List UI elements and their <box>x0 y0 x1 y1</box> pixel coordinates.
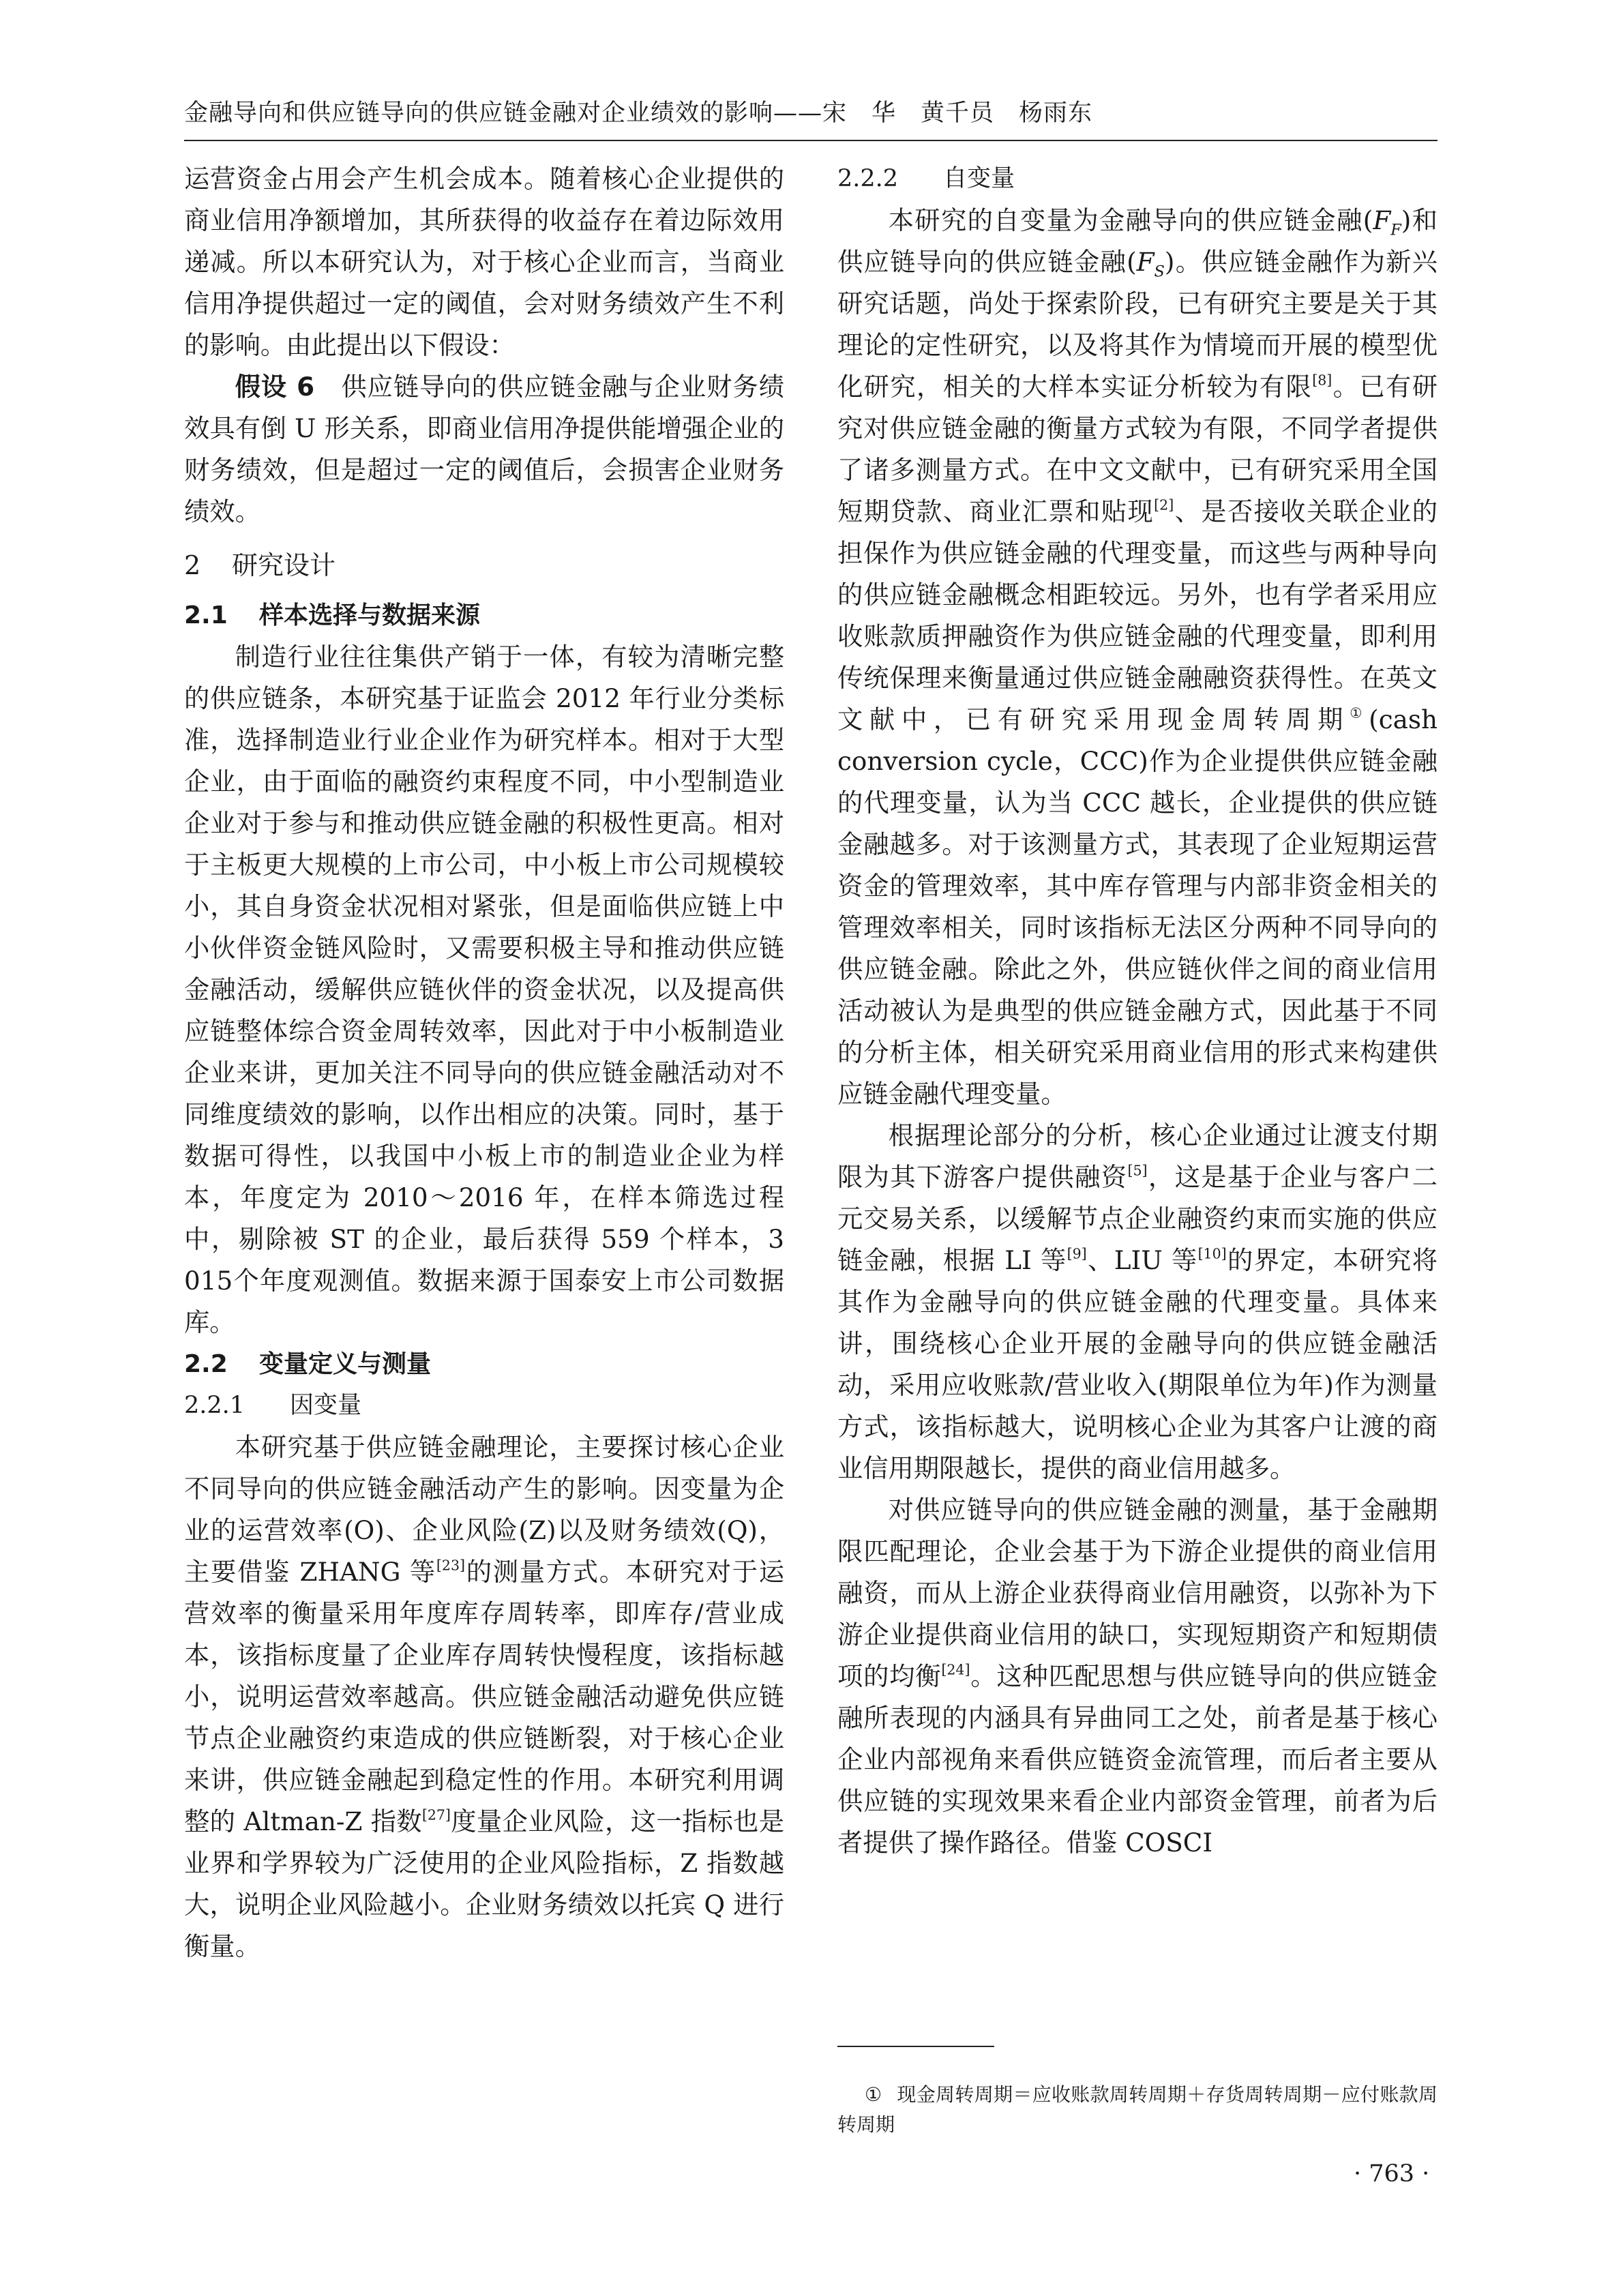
paragraph-independent-variables: 本研究的自变量为金融导向的供应链金融$(F_F)$和供应链导向的供应链金融$(F_S)$。供应链金融作为新兴研究话题，尚处于探索阶段，已有研究主要是关于其理论的定性研究，以及将其作为情境而开展的模型优化研究，相关的大样本实证分析较为有限[8]。已有研究对供应链金融的衡量方式较为有限，不同学者提供了诸多测量方式。在中文文献中，已有研究采用全国短期贷款、商业汇票和贴现[2]、是否接收关联企业的担保作为供应链金融的代理变量，而这些与两种导向的供应链金融概念相距较远。另外，也有学者采用应收账款质押融资作为供应链金融的代理变量，即利用传统保理来衡量通过供应链金融融资获得性。在英文文献中，已有研究采用现金周转周期①(cash conversion cycle，CCC)作为企业提供供应链金融的代理变量，认为当 CCC 越长，企业提供的供应链金融越多。对于该测量方式，其表现了企业短期运营资金的管理效率，其中库存管理与内部非资金相关的管理效率相关，同时该指标无法区分两种不同导向的供应链金融。除此之外，供应链伙伴之间的商业信用活动被认为是典型的供应链金融方式，因此基于不同的分析主体，相关研究采用商业信用的形式来构建供应链金融代理变量。 <box>837 205 1438 1109</box>
subsubsection-title: 自变量 <box>943 165 1015 192</box>
page-number: · 763 · <box>1354 2160 1430 2188</box>
paragraph-dependent-variables: 本研究基于供应链金融理论，主要探讨核心企业不同导向的供应链金融活动产生的影响。因变量为企业的运营效率(O)、企业风险(Z)以及财务绩效(Q)，主要借鉴 ZHANG 等[23]的测量方式。本研究对于运营效率的衡量采用年度库存周转率，即库存/营业成本，该指标度量了企业库存周转快慢程度，该指标越小，说明运营效率越高。供应链金融活动避免供应链节点企业融资约束造成的供应链断裂，对于核心企业来讲，供应链金融起到稳定性的作用。本研究利用调整的 Altman-Z 指数[27]度量企业风险，这一指标也是业界和学界较为广泛使用的企业风险指标，Z 指数越大，说明企业风险越小。企业财务绩效以托宾 Q 进行衡量。 <box>184 1432 785 1961</box>
hypothesis-6 <box>184 366 784 533</box>
paragraph-supply-chain-oriented-measure: 对供应链导向的供应链金融的测量，基于金融期限匹配理论，企业会基于为下游企业提供的商业信用融资，而从上游企业获得商业信用融资，以弥补为下游企业提供商业信用的缺口，实现短期资产和短期债项的均衡[24]。这种匹配思想与供应链导向的供应链金融所表现的内涵具有异曲同工之处，前者是基于核心企业内部视角来看供应链资金流管理，而后者主要从供应链的实现效果来看企业内部资金管理，前者为后者提供了操作路径。借鉴 COSCI <box>837 1495 1438 1858</box>
variable-f-s: $F_S$ <box>1136 247 1165 281</box>
citation: [9] <box>1067 1245 1087 1262</box>
section-title: 研究设计 <box>232 550 336 580</box>
citation: [2] <box>1154 496 1174 513</box>
subsubsection-number: 2.2.2 <box>837 165 899 192</box>
paragraph-sample: 制造行业往往集供产销于一体，有较为清晰完整的供应链条，本研究基于证监会 2012 年行业分类标准，选择制造业行业企业作为研究样本。相对于大型企业，由于面临的融资约束程度不同，中小型制造业企业对于参与和推动供应链金融的积极性更高。相对于主板更大规模的上市公司，中小板上市公司规模较小，其自身资金状况相对紧张，但是面临供应链上中小伙伴资金链风险时，又需要积极主导和推动供应链金融活动，缓解供应链伙伴的资金状况，以及提高供应链整体综合资金周转效率，因此对于中小板制造业企业来讲，更加关注不同导向的供应链金融活动对不同维度绩效的影响，以作出相应的决策。同时，基于数据可得性，以我国中小板上市的制造业企业为样本，年度定为 2010～2016 年，在样本筛选过程中，剔除被 ST 的企业，最后获得 559 个样本，3 015个年度观测值。数据来源于国泰安上市公司数据库。 <box>184 642 784 1337</box>
footnote-text: 现金周转周期＝应收账款周转周期＋存货周转周期－应付账款周转周期 <box>837 2083 1438 2136</box>
subsection-number: 2.2 <box>184 1350 228 1378</box>
section-heading-2 <box>184 545 784 586</box>
running-header: 金融导向和供应链导向的供应链金融对企业绩效的影响——宋 华 黄千员 杨雨东 <box>184 100 1093 127</box>
subsubsection-heading-2-2-1 <box>184 1385 784 1427</box>
citation: [10] <box>1197 1245 1227 1262</box>
section-number: 2 <box>184 550 201 580</box>
variable-f-f: $F_F$ <box>1373 205 1401 239</box>
header-rule <box>184 140 1438 141</box>
footnote-rule <box>837 2046 994 2047</box>
right-column <box>837 158 1438 1864</box>
subsection-title: 变量定义与测量 <box>259 1350 432 1378</box>
subsection-heading-2-2 <box>184 1343 784 1385</box>
paragraph-continued: 运营资金占用会产生机会成本。随着核心企业提供的商业信用净额增加，其所获得的收益存在着边际效用递减。所以本研究认为，对于核心企业而言，当商业信用净提供超过一定的阈值，会对财务绩效产生不利的影响。由此提出以下假设： <box>184 164 784 360</box>
subsection-title: 样本选择与数据来源 <box>259 601 481 629</box>
paragraph-financial-oriented-measure: 根据理论部分的分析，核心企业通过让渡支付期限为其下游客户提供融资[5]，这是基于企业与客户二元交易关系，以缓解节点企业融资约束而实施的供应链金融，根据 LI 等[9]、LIU 等[10]的界定，本研究将其作为金融导向的供应链金融的代理变量。具体来讲，围绕核心企业开展的金融导向的供应链金融活动，采用应收账款/营业收入(期限单位为年)作为测量方式，该指标越大，说明核心企业为其客户让渡的商业信用期限越长，提供的商业信用越多。 <box>837 1120 1438 1483</box>
subsubsection-heading-2-2-2 <box>837 158 1438 200</box>
citation: [27] <box>421 1806 451 1823</box>
citation: [8] <box>1312 372 1332 389</box>
footnote-marker: ① <box>1350 704 1369 721</box>
citation: [24] <box>941 1661 970 1678</box>
hypothesis-text: 供应链导向的供应链金融与企业财务绩效具有倒 U 形关系，即商业信用净提供能增强企业的财务绩效，但是超过一定的阈值后，会损害企业财务绩效。 <box>184 372 785 526</box>
citation: [23] <box>436 1557 466 1574</box>
subsubsection-number: 2.2.1 <box>184 1392 245 1419</box>
subsubsection-title: 因变量 <box>290 1392 362 1419</box>
hypothesis-label: 假设 6 <box>235 372 315 402</box>
footnote-mark: ① <box>865 2083 882 2106</box>
footnote <box>837 2080 1438 2140</box>
subsection-heading-2-1 <box>184 595 784 636</box>
citation: [5] <box>1127 1162 1148 1179</box>
left-column <box>184 158 784 1967</box>
subsection-number: 2.1 <box>184 601 228 629</box>
